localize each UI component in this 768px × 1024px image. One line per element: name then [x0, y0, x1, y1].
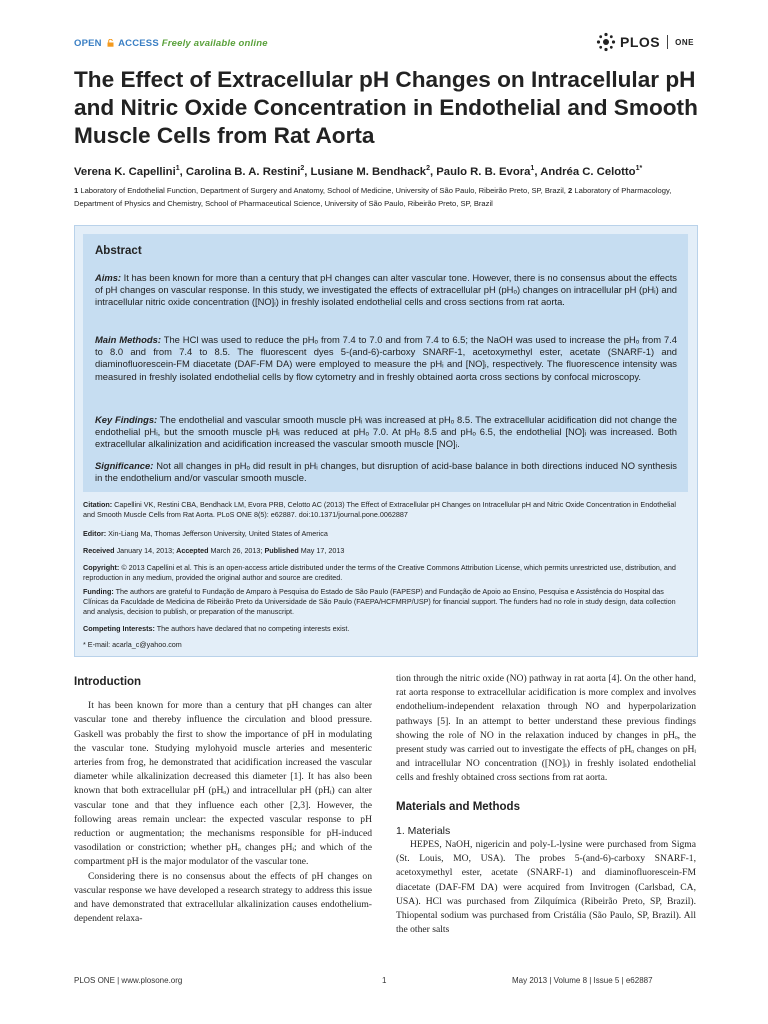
methods-heading: Materials and Methods	[396, 800, 520, 813]
intro-paragraph-1: It has been known for more than a century that pH changes can alter vascular tone and thereby influence the circulation and blood pressure. Gaskell was probably the first to show the importance of pH in modulating the vascular tone. Studying mylohyoid muscle arteries and mesenteric arteries from frog, he demonstrated that acidification increased the vascular diameter while alkalinization decreased this diameter [1]. It has also been known that both extracellular pH (pHₒ) and intracellular pH (pHᵢ) can alter vascular tone and that they influence each other [2,3]. However, the following areas remain unclear: the expected vascular response to pH reduction or augmentation; the mechanisms responsible for pH-induced vasodilation or constriction; whether pHₒ changes pHᵢ; and which of the compartment pH is the major modulator of the vascular tone.	[74, 700, 372, 868]
introduction-heading: Introduction	[74, 676, 142, 688]
footer-issue: May 2013 | Volume 8 | Issue 5 | e62887	[512, 976, 653, 985]
freely-available-label: Freely available online	[161, 38, 268, 49]
author: Paulo R. B. Evora$^1$	[436, 165, 535, 178]
funding: Funding: The authors are grateful to Fundação de Amparo à Pesquisa do Estado de São Paulo (FAPESP) and Fundação de Apoio ao Ensino, Pesquisa e Assistência do Hospital das Clínicas da Faculdade de Medicina de Ribeirão Preto da Universidade de São Paulo (FAEPA/HCFMRP/USP) for financial support. The funders had no role in study design, data collection and analysis, decision to publish, or preparation of the manuscript.	[83, 587, 676, 616]
author: Andréa C. Celotto$^{1*}$	[540, 165, 643, 178]
access-label: ACCESS	[118, 38, 159, 49]
affiliations: 1 Laboratory of Endothelial Function, Department of Surgery and Anatomy, School of Medicine, University of São Paulo, Ribeirão Preto, SP, Brazil, 2 Laboratory of Pharmacology, Department of Physics and Chemistry, School of Pharmaceutical Science, University of São Paulo, Ribeirão Preto, SP, Brazil	[74, 186, 672, 208]
email: * E-mail: acarla_c@yahoo.com	[83, 640, 182, 649]
intro-continued: tion through the nitric oxide (NO) pathway in rat aorta [4]. On the other hand, rat aorta response to extracellular acidification is more complex and involves endothelium-independent relaxation through NO and hyperpolarization pathways [5]. In an attempt to better understand these previous findings showing the role of NO in the relaxation induced by changes in pHₒ, the present study was carried out to investigate the effects of pHₒ changes on pHᵢ and intracellular NO concentration ([NO]ᵢ) in freshly isolated endothelial cells and freshly obtained cross sections from rat aorta.	[396, 673, 696, 784]
logo-divider	[667, 35, 668, 49]
open-lock-icon	[107, 39, 114, 47]
footer-journal: PLOS ONE | www.plosone.org	[74, 976, 183, 985]
plos-one-logo	[596, 32, 694, 52]
abstract-panel	[74, 225, 698, 657]
materials-paragraph: HEPES, NaOH, nigericin and poly-L-lysine were purchased from Sigma (St. Louis, MO, USA). The probes 5-(and-6)-carboxy SNARF-1, acetoxymethyl ester, acetate (SNARF-1) and diaminofluorescein-FM diacetate (DAF-FM DA) were acquired from Invitrogen (Carlsbad, CA, USA). HCl was purchased from Zilquímica (Ribeirão Preto, SP, Brazil). Thiopental sodium was purchased from Cristália (São Paulo, SP, Brazil). All the other salts	[396, 839, 696, 936]
abstract-box	[83, 234, 688, 492]
copyright: Copyright: © 2013 Capellini et al. This is an open-access article distributed under the terms of the Creative Commons Attribution License, which permits unrestricted use, distribution, and reproduction in any medium, provided the original author and source are credited.	[83, 563, 676, 582]
citation: Citation: Capellini VK, Restini CBA, Bendhack LM, Evora PRB, Celotto AC (2013) The Effect of Extracellular pH Changes on Intracellular pH and Nitric Oxide Concentration in Endothelial and Smooth Muscle Cells from Rat Aorta. PLoS ONE 8(5): e62887. doi:10.1371/journal.pone.0062887	[83, 500, 676, 519]
dates: Received January 14, 2013; Accepted March 26, 2013; Published May 17, 2013	[83, 546, 345, 555]
right-column	[396, 672, 696, 937]
materials-subheading: 1. Materials	[396, 824, 451, 837]
competing-interests: Competing Interests: The authors have declared that no competing interests exist.	[83, 624, 350, 633]
author: Lusiane M. Bendhack$^2$	[310, 165, 430, 178]
author: Carolina B. A. Restini$^2$	[185, 165, 305, 178]
open-access-banner	[74, 38, 268, 49]
page-number: 1	[382, 976, 387, 985]
left-column	[74, 675, 372, 926]
abstract-heading: Abstract	[95, 245, 142, 257]
paper-title: The Effect of Extracellular pH Changes on Intracellular pH and Nitric Oxide Concentration in Endothelial and Smooth Muscle Cells from Rat Aorta	[74, 67, 698, 148]
one-wordmark: ONE	[675, 37, 694, 47]
plos-logo-icon	[596, 32, 616, 52]
author-list: Verena K. Capellini$^1$, Carolina B. A. Restini$^2$, Lusiane M. Bendhack$^2$, Paulo R. B. Evora$^1$, Andréa C. Celotto$^{1*}$	[74, 165, 643, 178]
abstract-significance: Significance: Not all changes in pHₒ did result in pHᵢ changes, but disruption of acid-base balance in both directions induced NO synthesis in the endothelium and/or vascular smooth muscle.	[95, 460, 677, 484]
plos-wordmark: PLOS	[620, 34, 661, 50]
open-label: OPEN	[74, 38, 102, 49]
intro-paragraph-2: Considering there is no consensus about the effects of pH changes on vascular response we have developed a research strategy to address this issue and have demonstrated that extracellular alkalinization causes endothelium-dependent relaxa-	[74, 870, 372, 925]
author: Verena K. Capellini$^1$	[74, 165, 180, 178]
abstract-aims: Aims: It has been known for more than a century that pH changes can alter vascular tone. However, there is no consensus about the effects of pH changes on vascular response. In this study, we investigated the effects of extracellular pH (pHₒ) changes on intracellular pH (pHᵢ) and intracellular nitric oxide concentration ([NO]ᵢ) in freshly isolated endothelial cells and cross sections from rat aorta.	[95, 272, 677, 308]
editor: Editor: Xin-Liang Ma, Thomas Jefferson University, United States of America	[83, 529, 328, 538]
abstract-findings: Key Findings: The endothelial and vascular smooth muscle pHᵢ was increased at pHₒ 8.5. The extracellular acidification did not change the endothelial pHᵢ, but the smooth muscle pHᵢ was reduced at pHₒ 7.0. At pHₒ 8.5 and pHₒ 6.5, the endothelial [NO]ᵢ was increased. Both extracellular alkalinization and acidification increased the vascular smooth muscle [NO]ᵢ.	[95, 414, 678, 450]
abstract-methods: Main Methods: The HCl was used to reduce the pHₒ from 7.4 to 7.0 and from 7.4 to 6.5; the NaOH was used to increase the pHₒ from 7.4 to 8.0 and from 7.4 to 8.5. The fluorescent dyes 5-(and-6)-carboxy SNARF-1, acetoxymethyl ester, acetate (SNARF-1) and diaminofluorescein-FM diacetate (DAF-FM DA) were employed to measure the pHᵢ and [NO]ᵢ, respectively. The fluorescence intensity was measured in freshly isolated endothelial cells by flow cytometry and in freshly obtained aorta cross sections by confocal microscopy.	[95, 334, 677, 382]
